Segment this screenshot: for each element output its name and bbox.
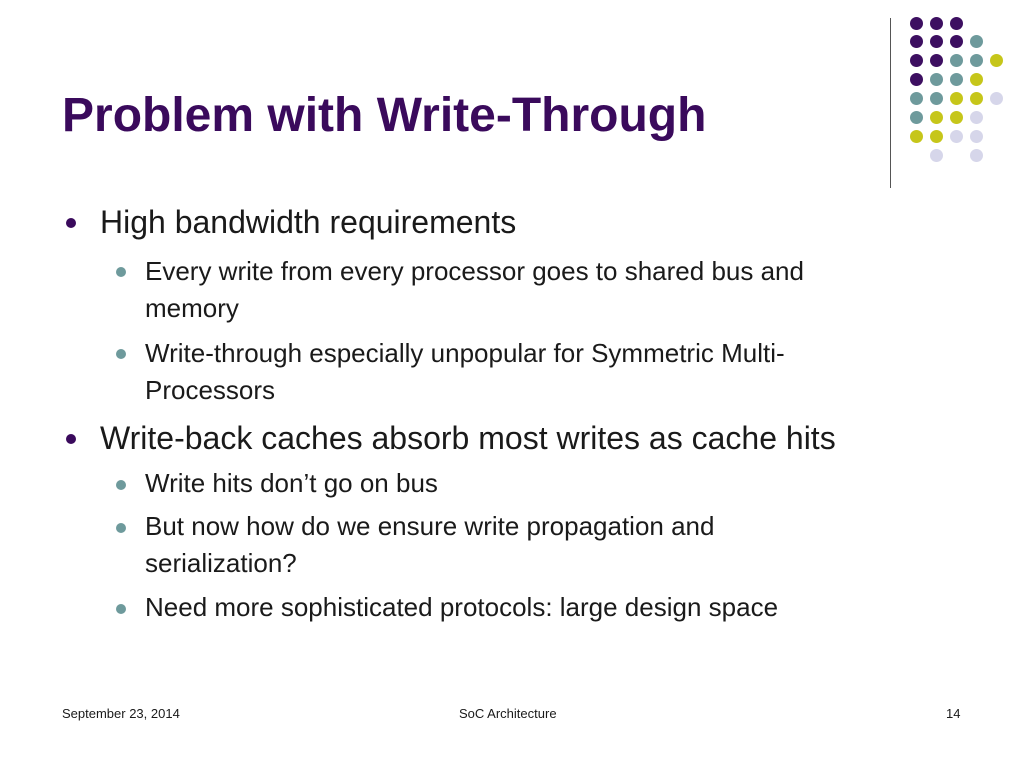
footer-date: September 23, 2014 — [62, 706, 180, 721]
dot — [950, 92, 963, 105]
bullet-text: High bandwidth requirements — [100, 204, 517, 240]
dot — [950, 130, 963, 143]
dot — [930, 73, 943, 86]
footer-course: SoC Architecture — [459, 706, 557, 721]
sub-bullet-icon — [116, 480, 126, 490]
dot — [970, 130, 983, 143]
sub-bullet-line: memory — [145, 293, 239, 323]
sub-bullet-line: Write hits don’t go on bus — [145, 468, 438, 498]
sub-bullet-icon — [116, 349, 126, 359]
slide-title: Problem with Write-Through — [62, 89, 707, 142]
dot — [910, 17, 923, 30]
dot — [950, 17, 963, 30]
dot — [950, 54, 963, 67]
bullet-icon — [66, 434, 76, 444]
dot — [930, 130, 943, 143]
dot — [930, 149, 943, 162]
sub-bullet-icon — [116, 604, 126, 614]
bullet-icon — [66, 218, 76, 228]
sub-bullet-line: Need more sophisticated protocols: large design space — [145, 592, 779, 622]
dot — [910, 54, 923, 67]
sub-bullet-line: But now how do we ensure write propagation and — [145, 511, 715, 541]
divider-line — [890, 18, 891, 188]
sub-bullet-icon — [116, 523, 126, 533]
sub-bullet-icon — [116, 267, 126, 277]
dot — [910, 130, 923, 143]
dot — [910, 111, 923, 124]
dot — [990, 92, 1003, 105]
dot — [970, 149, 983, 162]
dot — [910, 73, 923, 86]
dot — [970, 73, 983, 86]
dot — [970, 35, 983, 48]
dot — [910, 92, 923, 105]
bullet-text: Write-back caches absorb most writes as cache hits — [100, 420, 836, 456]
dot — [970, 111, 983, 124]
dot — [950, 111, 963, 124]
dot — [930, 54, 943, 67]
dot — [930, 35, 943, 48]
dot — [970, 92, 983, 105]
sub-bullet-line: serialization? — [145, 548, 297, 578]
dot — [950, 35, 963, 48]
dot — [990, 54, 1003, 67]
sub-bullet-line: Processors — [145, 375, 276, 405]
dot — [910, 35, 923, 48]
sub-bullet-line: Write-through especially unpopular for Symmetric Multi- — [145, 338, 785, 368]
dot — [930, 17, 943, 30]
sub-bullet-line: Every write from every processor goes to shared bus and — [145, 256, 804, 286]
dot — [930, 92, 943, 105]
dot — [950, 73, 963, 86]
dot — [930, 111, 943, 124]
dot — [970, 54, 983, 67]
footer-page-number: 14 — [946, 706, 961, 721]
